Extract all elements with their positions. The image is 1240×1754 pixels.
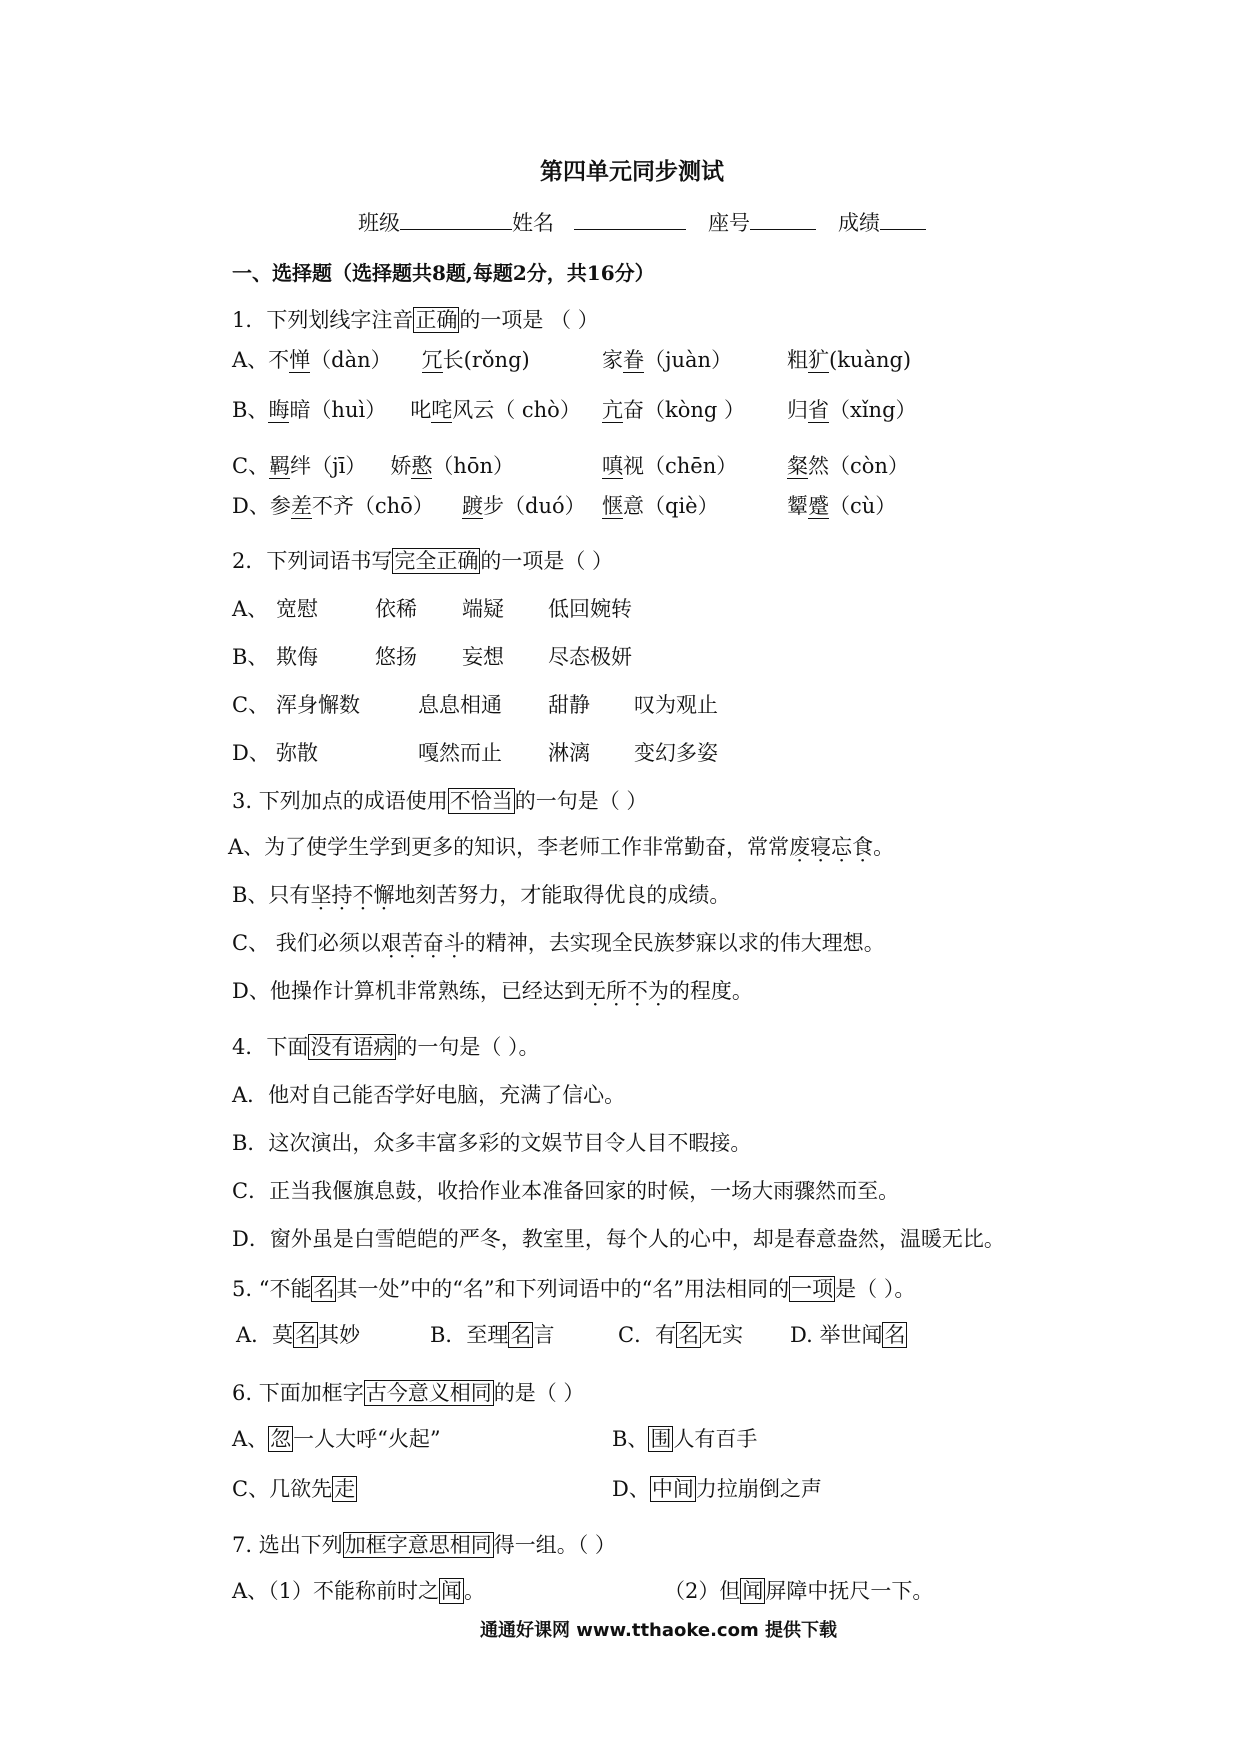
q7-option-a-part1[interactable]: A、（1）不能称前时之闻。 — [232, 1579, 486, 1603]
class-blank[interactable] — [400, 207, 512, 230]
emphasized-char: 坚 — [310, 883, 332, 907]
q3-option-c[interactable]: C、 我们必须以艰苦奋斗的精神，去实现全民族梦寐以求的伟大理想。 — [232, 931, 885, 955]
q2-option-d[interactable]: D、 — [232, 741, 270, 765]
q1-option-d-col2: 踱步（duó） — [462, 494, 586, 518]
emphasized-char: 所 — [605, 979, 627, 1003]
framed-word: 一项 — [791, 1277, 834, 1301]
q5-option-b[interactable]: B．至理名言 — [430, 1323, 555, 1347]
q3-option-a[interactable]: A、为了使学生学到更多的知识，李老师工作非常勤奋，常常废寝忘食。 — [228, 835, 895, 859]
emphasized-char: 为 — [647, 979, 669, 1003]
q2-c-w1: 浑身懈数 — [276, 693, 360, 717]
q1-option-b-col4: 归省（xǐng） — [787, 398, 917, 422]
emphasized-char: 不 — [352, 883, 374, 907]
q2-b-w1: 欺侮 — [276, 645, 318, 669]
score-label: 成绩 — [838, 211, 880, 235]
question-2-stem: 2．下列词语书写完全正确的一项是（ ） — [232, 549, 614, 573]
q2-d-w2: 嘎然而止 — [418, 741, 502, 765]
q2-option-a[interactable]: A、 — [232, 597, 269, 621]
q1-option-b-col3: 亢奋（kòng ） — [602, 398, 746, 422]
q2-d-w3: 淋漓 — [548, 741, 590, 765]
framed-word: 名 — [313, 1277, 335, 1301]
q1-option-b[interactable]: B、晦暗（huì） 叱咤风云（ chò） — [232, 398, 581, 422]
dotted-idiom — [789, 835, 873, 859]
emphasized-char: 持 — [331, 883, 353, 907]
framed-word: 不恰当 — [449, 789, 513, 813]
question-7-stem: 7. 选出下列加框字意思相同得一组。（ ） — [232, 1533, 616, 1557]
name-label: 姓名 — [512, 211, 554, 235]
emphasized-char: 无 — [584, 979, 606, 1003]
framed-word: 古今意义相同 — [365, 1381, 492, 1405]
q2-a-w3: 端疑 — [462, 597, 504, 621]
q2-option-c[interactable]: C、 — [232, 693, 270, 717]
q4-option-d[interactable]: D．窗外虽是白雪皑皑的严冬，教室里，每个人的心中，却是春意盎然，温暖无比。 — [232, 1227, 1005, 1251]
q5-option-c[interactable]: C．有名无实 — [618, 1323, 744, 1347]
q1-option-d-col4: 颦蹙（cù） — [787, 494, 897, 518]
q1-option-a[interactable]: A、不惮（dàn） 冗长(rǒng) — [232, 348, 530, 372]
q5-option-d[interactable]: D. 举世闻名 — [790, 1323, 906, 1347]
framed-word: 加框字意思相同 — [344, 1533, 492, 1557]
question-6-stem: 6. 下面加框字古今意义相同的是（ ） — [232, 1381, 585, 1405]
q2-b-w2: 悠扬 — [375, 645, 417, 669]
q7-option-a-part2[interactable]: （2）但闻屏障中抚尺一下。 — [664, 1579, 934, 1603]
framed-word: 没有语病 — [310, 1035, 395, 1059]
q2-d-w1: 弥散 — [276, 741, 318, 765]
section-heading: 一、选择题（选择题共8题,每题2分，共16分） — [232, 261, 655, 285]
q1-option-c[interactable]: C、羁绊（jī） 娇憨（hōn） — [232, 454, 515, 478]
q6-option-a[interactable]: A、忽一人大呼“火起” — [232, 1427, 441, 1451]
q6-option-c[interactable]: C、几欲先走 — [232, 1477, 356, 1501]
emphasized-char: 忘 — [831, 835, 853, 859]
q2-b-w4: 尽态极妍 — [548, 645, 632, 669]
q2-b-w3: 妄想 — [462, 645, 504, 669]
q1-option-a-col4: 粗犷(kuàng) — [787, 348, 912, 372]
q2-d-w4: 变幻多姿 — [634, 741, 718, 765]
seat-label: 座号 — [708, 211, 750, 235]
emphasized-char: 寝 — [810, 835, 832, 859]
emphasized-char: 奋 — [422, 931, 444, 955]
q1-option-d-col3: 惬意（qiè） — [602, 494, 719, 518]
framed-word: 完全正确 — [394, 549, 479, 573]
dotted-idiom — [585, 979, 669, 1003]
emphasized-char: 食 — [852, 835, 874, 859]
score-blank[interactable] — [880, 207, 926, 230]
q4-option-b[interactable]: B．这次演出，众多丰富多彩的文娱节目令人目不暇接。 — [232, 1131, 752, 1155]
emphasized-char: 艰 — [380, 931, 402, 955]
page-title: 第四单元同步测试 — [540, 159, 724, 185]
q6-option-d[interactable]: D、中间力拉崩倒之声 — [612, 1477, 822, 1501]
page-footer: 通通好课网 www.tthaoke.com 提供下载 — [480, 1620, 837, 1641]
emphasized-char: 懈 — [373, 883, 395, 907]
dotted-idiom — [310, 883, 394, 907]
question-3-stem: 3. 下列加点的成语使用不恰当的一句是（ ） — [232, 789, 648, 813]
q3-option-b[interactable]: B、只有坚持不懈地刻苦努力，才能取得优良的成绩。 — [232, 883, 731, 907]
question-5-stem: 5. “不能名其一处”中的“名”和下列词语中的“名”用法相同的一项是（ ）。 — [232, 1277, 916, 1301]
q5-option-a[interactable]: A．莫名其妙 — [236, 1323, 361, 1347]
emphasized-char: 苦 — [401, 931, 423, 955]
question-1-stem: 1．下列划线字注音正确的一项是 （ ） — [232, 308, 599, 332]
dotted-idiom — [381, 931, 465, 955]
seat-blank[interactable] — [750, 207, 816, 230]
q6-option-b[interactable]: B、围人有百手 — [612, 1427, 758, 1451]
q1-option-d[interactable]: D、参差不齐（chō） — [232, 494, 434, 518]
emphasized-char: 废 — [789, 835, 811, 859]
question-4-stem: 4．下面没有语病的一句是（ ）。 — [232, 1035, 540, 1059]
q2-a-w4: 低回婉转 — [548, 597, 632, 621]
class-label: 班级 — [358, 211, 400, 235]
q2-c-w4: 叹为观止 — [634, 693, 718, 717]
emphasized-char: 斗 — [443, 931, 465, 955]
q1-option-c-col4: 粲然（còn） — [787, 454, 909, 478]
q1-option-c-col3: 嗔视（chēn） — [602, 454, 738, 478]
q2-a-w1: 宽慰 — [276, 597, 318, 621]
q4-option-a[interactable]: A．他对自己能否学好电脑，充满了信心。 — [232, 1083, 626, 1107]
q2-a-w2: 依稀 — [375, 597, 417, 621]
q2-option-b[interactable]: B、 — [232, 645, 269, 669]
q1-option-a-col3: 家眷（juàn） — [602, 348, 733, 372]
q4-option-c[interactable]: C．正当我偃旗息鼓，收拾作业本准备回家的时候，一场大雨骤然而至。 — [232, 1179, 900, 1203]
emphasized-char: 不 — [626, 979, 648, 1003]
name-blank[interactable] — [574, 207, 686, 230]
q2-c-w2: 息息相通 — [418, 693, 502, 717]
q3-option-d[interactable]: D、他操作计算机非常熟练，已经达到无所不为的程度。 — [232, 979, 753, 1003]
student-info-line — [358, 207, 926, 238]
q2-c-w3: 甜静 — [548, 693, 590, 717]
framed-word: 正确 — [415, 308, 458, 332]
